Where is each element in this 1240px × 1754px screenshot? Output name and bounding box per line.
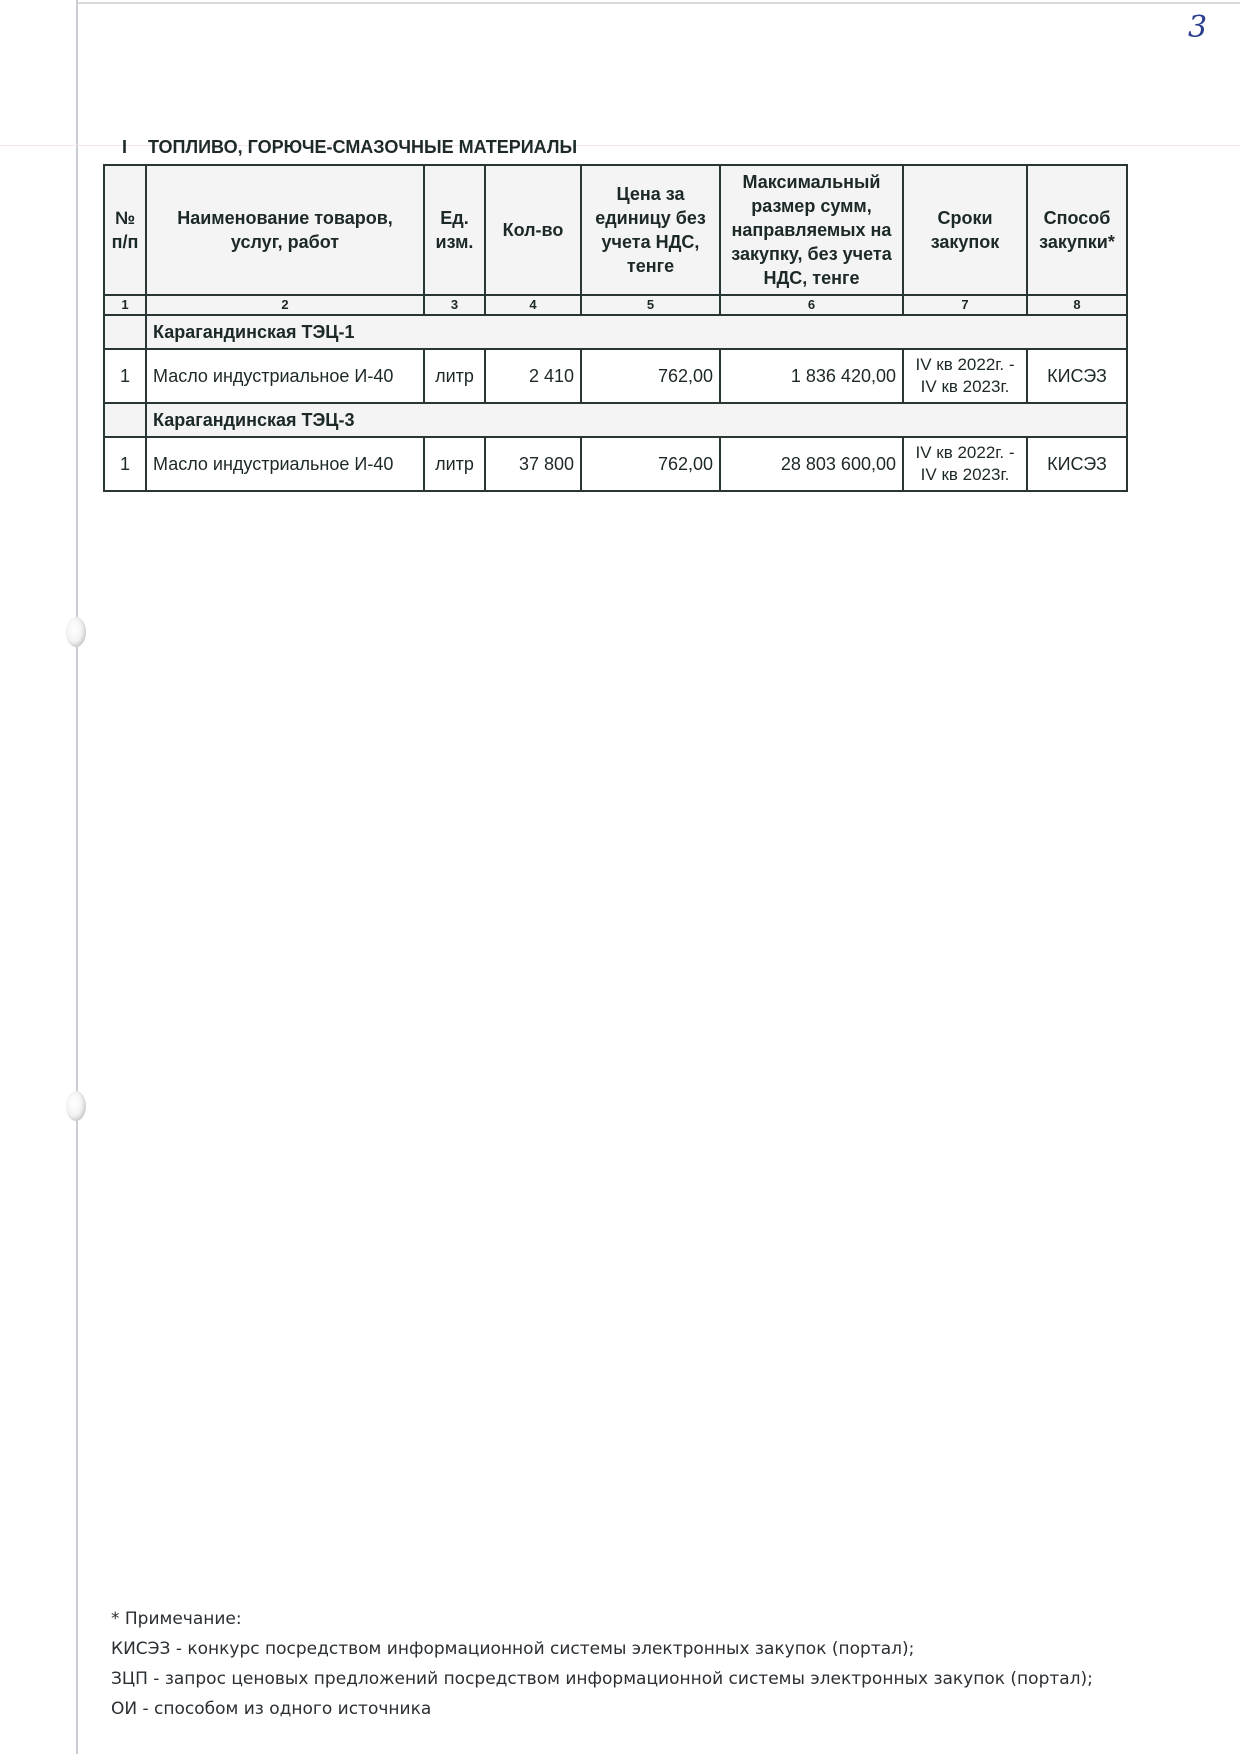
section-roman-numeral: I	[122, 137, 128, 157]
header-qty: Кол-во	[485, 165, 581, 295]
footnote-line: КИСЭЗ - конкурс посредством информационной системы электронных закупок (портал);	[111, 1639, 915, 1659]
header-num: № п/п	[104, 165, 146, 295]
handwritten-page-number: 3	[1188, 10, 1208, 45]
punch-hole	[66, 617, 86, 647]
group-num-cell	[104, 315, 146, 349]
row-name: Масло индустриальное И-40	[146, 349, 424, 403]
table-row	[104, 437, 1127, 491]
header-row	[104, 165, 1127, 295]
column-number-row	[104, 295, 1127, 315]
group-name: Карагандинская ТЭЦ-1	[146, 315, 1127, 349]
footnote-title: * Примечание:	[111, 1609, 242, 1629]
row-unit: литр	[424, 349, 485, 403]
group-num-cell	[104, 403, 146, 437]
table-row	[104, 349, 1127, 403]
footnote	[111, 1604, 1211, 1724]
header-period: Сроки закупок	[903, 165, 1027, 295]
row-num: 1	[104, 349, 146, 403]
row-qty: 2 410	[485, 349, 581, 403]
row-period-start: IV кв 2022г. -	[915, 355, 1015, 374]
row-method: КИСЭЗ	[1027, 349, 1127, 403]
row-period-end: IV кв 2023г.	[920, 377, 1010, 396]
column-number: 4	[485, 295, 581, 315]
group-row	[104, 403, 1127, 437]
header-price: Цена за единицу без учета НДС, тенге	[581, 165, 720, 295]
row-name: Масло индустриальное И-40	[146, 437, 424, 491]
column-number: 7	[903, 295, 1027, 315]
header-unit: Ед. изм.	[424, 165, 485, 295]
row-num: 1	[104, 437, 146, 491]
column-number: 2	[146, 295, 424, 315]
section-title-text: ТОПЛИВО, ГОРЮЧЕ-СМАЗОЧНЫЕ МАТЕРИАЛЫ	[148, 137, 578, 157]
row-period-end: IV кв 2023г.	[920, 465, 1010, 484]
footnote-line: ЗЦП - запрос ценовых предложений посредством информационной системы электронных закупок (портал);	[111, 1669, 1093, 1689]
margin-line	[76, 0, 78, 1754]
column-number: 1	[104, 295, 146, 315]
header-total: Максимальный размер сумм, направляемых на закупку, без учета НДС, тенге	[720, 165, 903, 295]
row-period-start: IV кв 2022г. -	[915, 443, 1015, 462]
row-qty: 37 800	[485, 437, 581, 491]
purchase-table	[103, 164, 1128, 492]
column-number: 6	[720, 295, 903, 315]
footnote-line: ОИ - способом из одного источника	[111, 1699, 432, 1719]
section-title	[122, 137, 577, 158]
group-name: Карагандинская ТЭЦ-3	[146, 403, 1127, 437]
column-number: 5	[581, 295, 720, 315]
page-top-edge	[78, 2, 1240, 4]
group-row	[104, 315, 1127, 349]
row-price: 762,00	[581, 349, 720, 403]
row-unit: литр	[424, 437, 485, 491]
row-price: 762,00	[581, 437, 720, 491]
row-method: КИСЭЗ	[1027, 437, 1127, 491]
row-period	[903, 349, 1027, 403]
column-number: 8	[1027, 295, 1127, 315]
punch-hole	[66, 1091, 86, 1121]
row-total: 1 836 420,00	[720, 349, 903, 403]
row-period	[903, 437, 1027, 491]
header-name: Наименование товаров, услуг, работ	[146, 165, 424, 295]
row-total: 28 803 600,00	[720, 437, 903, 491]
column-number: 3	[424, 295, 485, 315]
header-method: Способ закупки*	[1027, 165, 1127, 295]
